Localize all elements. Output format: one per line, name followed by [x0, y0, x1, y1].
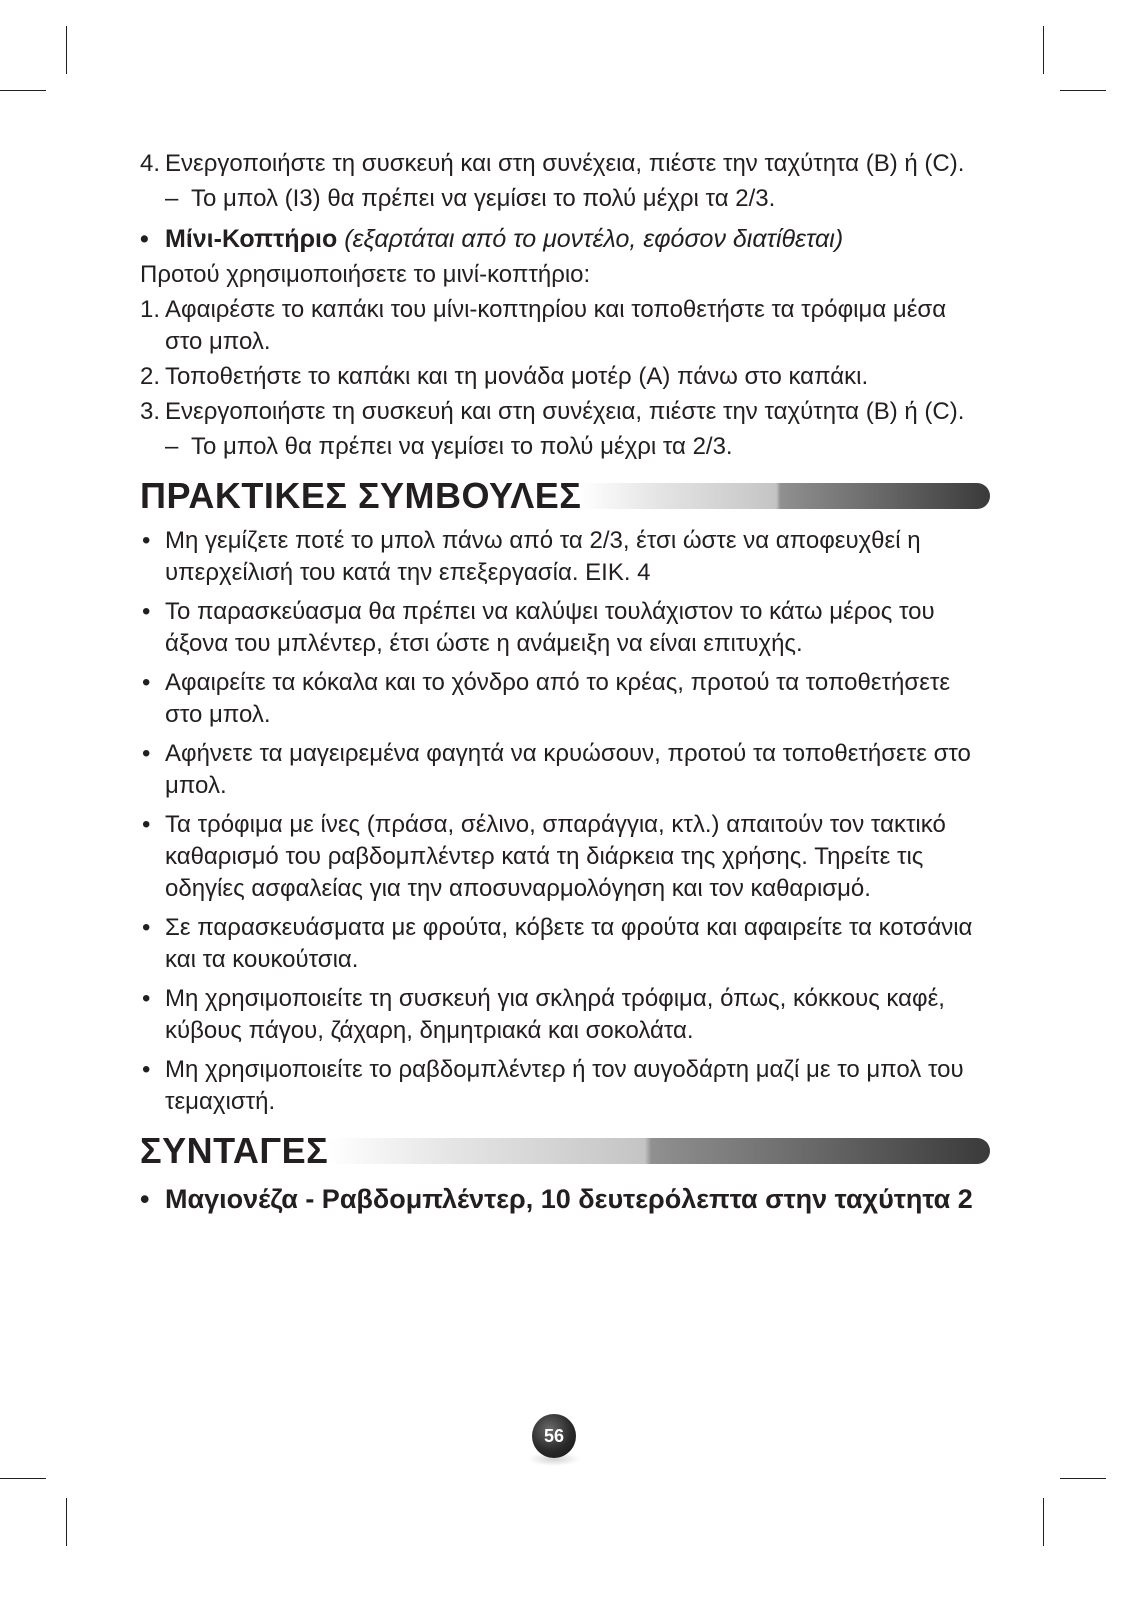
bullet: •: [142, 1056, 151, 1083]
mini-chopper-intro: Προτού χρησιμοποιήσετε το μινί-κοπτήριο:: [140, 261, 591, 288]
bullet: •: [140, 1184, 150, 1214]
step-4-note: [140, 183, 990, 215]
bullet: •: [142, 598, 151, 625]
section-header-recipes: [140, 1130, 990, 1172]
mini-intro-step-4: [140, 148, 990, 180]
dash: –: [165, 185, 179, 212]
list-item: [140, 525, 990, 589]
crop-mark: [1043, 1498, 1044, 1546]
bullet: •: [140, 225, 149, 253]
note-text: Το μπολ (I3) θα πρέπει να γεμίσει το πολύ μέχρι τα 2/3.: [191, 185, 776, 212]
crop-mark: [1060, 1478, 1106, 1479]
tips-list: [140, 525, 990, 1118]
step-number: 1.: [140, 296, 161, 323]
page-content: [140, 148, 990, 1216]
crop-mark: [1060, 90, 1106, 91]
list-item: [140, 912, 990, 976]
step-number: 3.: [140, 398, 161, 425]
list-item-text: Μη χρησιμοποιείτε το ραβδομπλέντερ ή τον αυγοδάρτη μαζί με το μπολ του τεμαχιστή.: [165, 1056, 964, 1115]
step-text: Ενεργοποιήστε τη συσκευή και στη συνέχεια, πιέστε την ταχύτητα (B) ή (C).: [165, 398, 965, 425]
recipe-title-text: Μαγιονέζα - Ραβδομπλέντερ, 10 δευτερόλεπτα στην ταχύτητα 2: [165, 1184, 973, 1214]
list-item: [140, 983, 990, 1047]
section-header-tips: [140, 475, 990, 517]
section-title: ΣΥΝΤΑΓΕΣ: [140, 1130, 329, 1171]
mini-chopper-step-1: [140, 294, 990, 358]
list-item: [140, 738, 990, 802]
crop-mark: [0, 1478, 46, 1479]
step-text: Ενεργοποιήστε τη συσκευή και στη συνέχεια, πιέστε την ταχύτητα (B) ή (C).: [165, 150, 965, 177]
list-item-text: Τα τρόφιμα με ίνες (πράσα, σέλινο, σπαράγγια, κτλ.) απαιτούν τον τακτικό καθαρισμό του ραβδομπλέντερ κατά τη διάρκεια της χρήσης. Τηρείτε τις οδηγίες ασφαλείας για την αποσυναρμολόγηση και τον καθαρισμό.: [165, 811, 946, 902]
list-item: [140, 1054, 990, 1118]
mini-chopper-step-2: [140, 361, 990, 393]
note-text: Το μπολ θα πρέπει να γεμίσει το πολύ μέχρι τα 2/3.: [191, 433, 733, 460]
step-number: 2.: [140, 363, 161, 390]
bullet: •: [142, 669, 151, 696]
list-item-text: Μη γεμίζετε ποτέ το μπολ πάνω από τα 2/3, έτσι ώστε να αποφευχθεί η υπερχείλισή του κατά την επεξεργασία. ΕΙΚ. 4: [165, 527, 921, 586]
list-item: [140, 667, 990, 731]
list-item-text: Σε παρασκευάσματα με φρούτα, κόβετε τα φρούτα και αφαιρείτε τα κοτσάνια και τα κουκούτσια.: [165, 914, 973, 973]
list-item-text: Το παρασκεύασμα θα πρέπει να καλύψει τουλάχιστον το κάτω μέρος του άξονα του μπλέντερ, έτσι ώστε η ανάμειξη να είναι επιτυχής.: [165, 598, 935, 657]
crop-mark: [1043, 26, 1044, 74]
list-item-text: Αφήνετε τα μαγειρεμένα φαγητά να κρυώσουν, προτού τα τοποθετήσετε στο μπολ.: [165, 740, 971, 799]
list-item: [140, 596, 990, 660]
step-text: Τοποθετήστε το καπάκι και τη μονάδα μοτέρ (A) πάνω στο καπάκι.: [165, 363, 869, 390]
mini-chopper-step-3: [140, 396, 990, 428]
crop-mark: [66, 26, 67, 74]
bullet: •: [142, 914, 151, 941]
bullet: •: [142, 811, 151, 838]
list-item: [140, 809, 990, 905]
list-item-text: Αφαιρείτε τα κόκαλα και το χόνδρο από το κρέας, προτού τα τοποθετήσετε στο μπολ.: [165, 669, 951, 728]
list-item-text: Μη χρησιμοποιείτε τη συσκευή για σκληρά τρόφιμα, όπως, κόκκους καφέ, κύβους πάγου, ζάχαρη, δημητριακά και σοκολάτα.: [165, 985, 945, 1044]
mini-chopper-title: [140, 223, 990, 255]
section-bar: [579, 483, 990, 509]
recipe-title: [140, 1182, 990, 1216]
dash: –: [165, 433, 179, 460]
section-title: ΠΡΑΚΤΙΚΕΣ ΣΥΜΒΟΥΛΕΣ: [140, 475, 582, 516]
step-number: 4.: [140, 150, 161, 177]
section-bar: [326, 1138, 990, 1164]
page-number: 56: [532, 1414, 576, 1458]
crop-mark: [0, 90, 46, 91]
step-3-note: [140, 431, 990, 463]
mini-chopper-subtitle: (εξαρτάται από το μοντέλο, εφόσον διατίθεται): [344, 225, 844, 253]
bullet: •: [142, 985, 151, 1012]
step-text: Αφαιρέστε το καπάκι του μίνι-κοπτηρίου και τοποθετήστε τα τρόφιμα μέσα στο μπολ.: [165, 296, 947, 355]
bullet: •: [142, 527, 151, 554]
crop-mark: [66, 1498, 67, 1546]
mini-chopper-title-text: Μίνι-Κοπτήριο: [165, 225, 338, 253]
bullet: •: [142, 740, 151, 767]
